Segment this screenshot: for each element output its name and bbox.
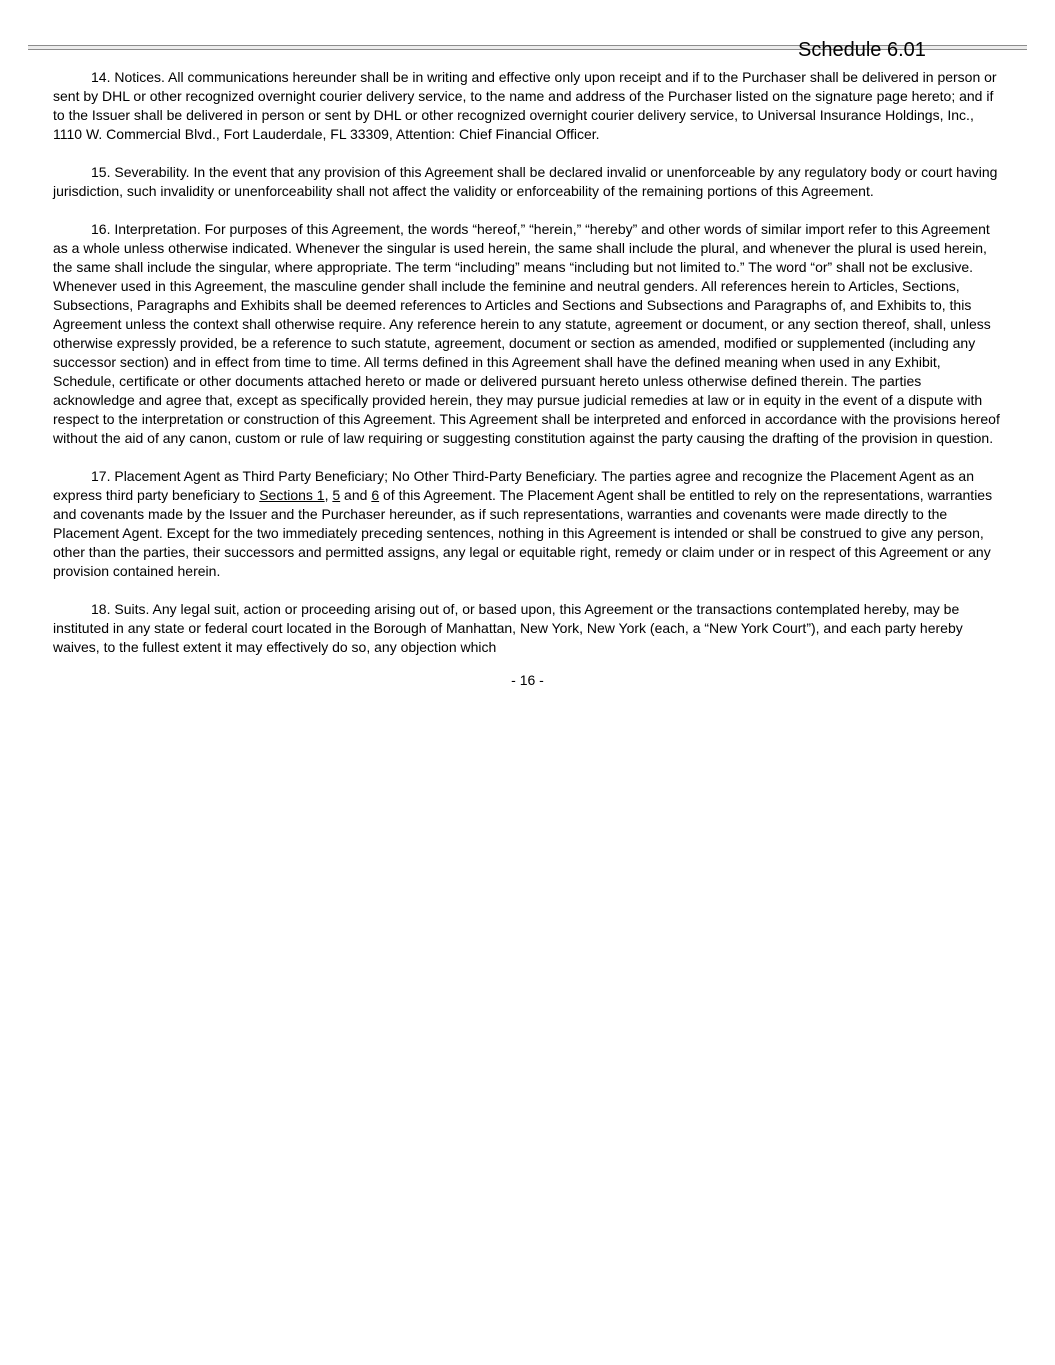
section-18-suits: 18. Suits. Any legal suit, action or proceeding arising out of, or based upon, this Agreement or the transactions contemplated hereby, may be instituted in any state or federal court located in the Borough of Manhattan, New York, New York (each, a “New York Court”), and each party hereby waives, to the fullest extent it may effectively do so, any objection which	[53, 601, 963, 655]
section-17-placement-agent	[53, 467, 1003, 581]
section-ref-6: 6	[371, 487, 380, 503]
document-body	[53, 68, 1003, 676]
section-ref-5: 5	[332, 487, 341, 503]
section-15-severability: 15. Severability. In the event that any provision of this Agreement shall be declared invalid or unenforceable by any regulatory body or court having jurisdiction, such invalidity or unenforceability shall not affect the validity or enforceability of the remaining portions of this Agreement.	[53, 164, 998, 199]
section-16-interpretation: 16. Interpretation. For purposes of this Agreement, the words “hereof,” “herein,” “hereby” and other words of similar import refer to this Agreement as a whole unless otherwise indicated. Whenever the singular is used herein, the same shall include the plural, and whenever the plural is used herein, the same shall include the singular, where appropriate. The term “including” means “including but not limited to.” The word “or” shall not be exclusive. Whenever used in this Agreement, the masculine gender shall include the feminine and neutral genders. All references herein to Articles, Sections, Subsections, Paragraphs and Exhibits shall be deemed references to Articles and Sections and Subsections and Paragraphs of, and Exhibits to, this Agreement unless the context shall otherwise require. Any reference herein to any statute, agreement or document, or any section thereof, shall, unless otherwise expressly provided, be a reference to such statute, agreement, document or section as amended, modified or supplemented (including any successor section) and in effect from time to time. All terms defined in this Agreement shall have the defined meaning when used in any Exhibit, Schedule, certificate or other documents attached hereto or made or delivered pursuant hereto unless otherwise defined therein. The parties acknowledge and agree that, except as specifically provided herein, they may pursue judicial remedies at law or in equity in the event of a dispute with respect to the interpretation or construction of this Agreement. This Agreement shall be interpreted and enforced in accordance with the provisions hereof without the aid of any canon, custom or rule of law requiring or suggesting constitution against the party causing the drafting of the provision in question.	[53, 221, 1000, 446]
section-14-notices: 14. Notices. All communications hereunder shall be in writing and effective only upon receipt and if to the Purchaser shall be delivered in person or sent by DHL or other recognized overnight courier delivery service, to the name and address of the Purchaser listed on the signature page hereto; and if to the Issuer shall be delivered in person or sent by DHL or other recognized overnight courier delivery service, to Universal Insurance Holdings, Inc., 1110 W. Commercial Blvd., Fort Lauderdale, FL 33309, Attention: Chief Financial Officer.	[53, 69, 997, 142]
section-17-sep-2: and	[340, 487, 372, 503]
schedule-label: Schedule 6.01	[798, 39, 926, 61]
section-17-tail: of this Agreement. The Placement Agent shall be entitled to rely on the representations, warranties and covenants made by the Issuer and the Purchaser hereunder, as if such representations, warranties and covenants were made directly to the Placement Agent. Except for the two immediately preceding sentences, nothing in this Agreement is intended or shall be construed to give any person, other than the parties, their successors and permitted assigns, any legal or equitable right, remedy or claim under or in respect of this Agreement or any provision contained herein.	[53, 487, 993, 579]
section-17-lead: 17. Placement Agent as Third Party Beneficiary; No Other Third-Party Beneficiary. The parties agree and recognize the Placement Agent as an express third party beneficiary to	[53, 468, 974, 503]
section-17-sep-1: ,	[324, 487, 333, 503]
page-number: - 16 -	[511, 672, 544, 688]
section-ref-sections-1: Sections 1	[259, 487, 325, 503]
